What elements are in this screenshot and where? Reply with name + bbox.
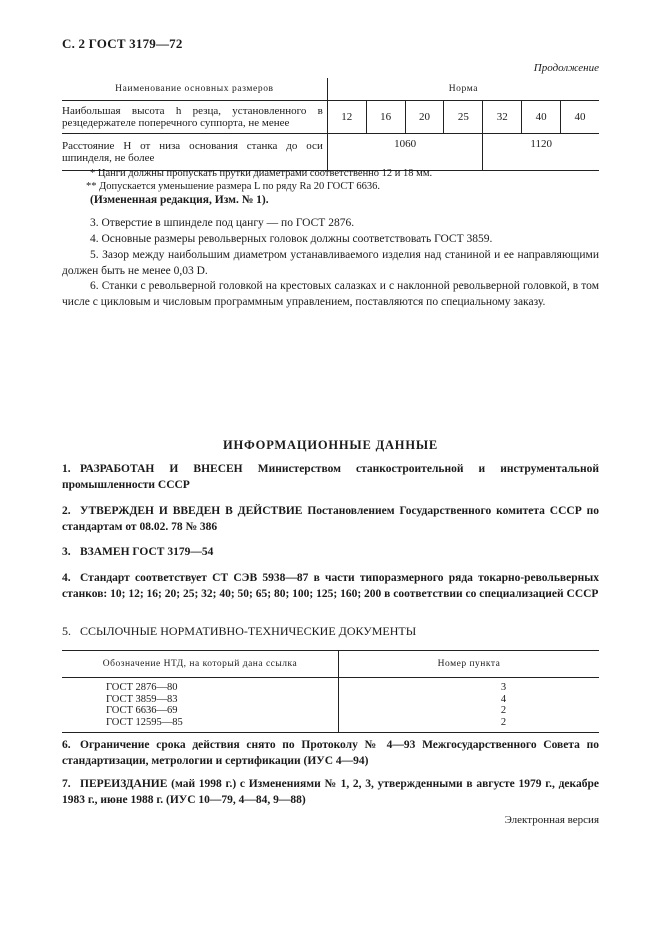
table2-header-doc: Обозначение НТД, на который дана ссылка bbox=[62, 651, 339, 678]
table1-header-norm: Норма bbox=[327, 78, 599, 101]
table1-header-names: Наименование основных размеров bbox=[62, 78, 327, 101]
continuation-label: Продолжение bbox=[533, 62, 599, 74]
table1-row1-value: 40 bbox=[522, 101, 561, 134]
table1-row1-label: Наибольшая высота h резца, установленного в резцедержателе поперечного суппорта, не менее bbox=[62, 101, 327, 134]
paragraph-3: 3. Отверстие в шпинделе под цангу — по ГОСТ 2876. bbox=[90, 217, 355, 229]
table-row bbox=[62, 101, 599, 134]
table2-points bbox=[339, 678, 600, 733]
footnote-1: * Цанги должны пропускать прутки диаметрами соответственно 12 и 18 мм. bbox=[90, 168, 433, 179]
table2-docs bbox=[62, 678, 339, 733]
table2-doc: ГОСТ 6636—69 bbox=[106, 705, 178, 716]
table1-row1-value: 32 bbox=[483, 101, 522, 134]
table1-row1-value: 16 bbox=[366, 101, 405, 134]
electronic-version-label: Электронная версия bbox=[504, 814, 599, 826]
amendment-note: (Измененная редакция, Изм. № 1). bbox=[90, 194, 269, 206]
paragraph-6: 6. Станки с револьверной головкой на крестовых салазках и с наклонной револьверной головкой, в том числе с цикловым и числовым программным управлением, поставляются по специальному заказу. bbox=[62, 280, 599, 308]
info-item-6: 6. Ограничение срока действия снято по Протоколу № 4—93 Межгосударственного Совета по стандартизации, метрологии и сертификации (ИУС 4—94) bbox=[62, 739, 599, 767]
table1-row2-value-b: 1120 bbox=[483, 134, 599, 171]
table1-row2-value-a: 1060 bbox=[327, 134, 483, 171]
paragraph-5: 5. Зазор между наибольшим диаметром устанавливаемого изделия над станиной и ее направляющими должен быть не менее 0,03 D. bbox=[62, 249, 599, 277]
dimensions-table bbox=[62, 78, 599, 171]
info-item-1: 1. РАЗРАБОТАН И ВНЕСЕН Министерством станкостроительной и инструментальной промышленности СССР bbox=[62, 463, 599, 491]
table2-doc: ГОСТ 12595—85 bbox=[106, 716, 183, 728]
info-item-4: 4. Стандарт соответствует СТ СЭВ 5938—87 в части типоразмерного ряда токарно-револьверных станков: 10; 12; 16; 20; 25; 32; 40; 50; 65; 80; 100; 125; 160; 200 в соответствии со специализацией СССР bbox=[62, 572, 599, 600]
table1-row2-label: Расстояние H от низа основания станка до оси шпинделя, не более bbox=[62, 134, 327, 171]
info-item-3: 3. ВЗАМЕН ГОСТ 3179—54 bbox=[62, 546, 214, 558]
footnote-2: ** Допускается уменьшение размера L по ряду Ra 20 ГОСТ 6636. bbox=[86, 181, 381, 192]
table2-point: 4 bbox=[500, 693, 507, 705]
references-table bbox=[62, 650, 599, 733]
table2-point: 2 bbox=[500, 716, 507, 728]
info-item-5: 5. ССЫЛОЧНЫЕ НОРМАТИВНО-ТЕХНИЧЕСКИЕ ДОКУМЕНТЫ bbox=[62, 624, 417, 638]
table-row bbox=[62, 134, 599, 171]
section-title: ИНФОРМАЦИОННЫЕ ДАННЫЕ bbox=[222, 438, 439, 452]
page-header: С. 2 ГОСТ 3179—72 bbox=[62, 36, 183, 51]
table2-doc: ГОСТ 3859—83 bbox=[106, 693, 178, 705]
info-item-7: 7. ПЕРЕИЗДАНИЕ (май 1998 г.) с Изменениями № 1, 2, 3, утвержденными в августе 1979 г., декабре 1983 г., июне 1988 г. (ИУС 10—79, 4—84, 9—88) bbox=[62, 778, 599, 806]
table1-row1-value: 40 bbox=[574, 111, 586, 123]
table1-row1-value: 25 bbox=[444, 101, 483, 134]
table1-row1-value: 12 bbox=[327, 101, 366, 134]
table2-point: 3 bbox=[500, 682, 507, 693]
table2-header-point: Номер пункта bbox=[339, 651, 600, 678]
table2-point: 2 bbox=[500, 705, 507, 716]
table1-row1-value: 20 bbox=[405, 101, 444, 134]
table-row bbox=[62, 678, 599, 733]
info-item-2: 2. УТВЕРЖДЕН И ВВЕДЕН В ДЕЙСТВИЕ Постановлением Государственного комитета СССР по стандартам от 08.02. 78 № 386 bbox=[62, 505, 599, 533]
paragraph-4: 4. Основные размеры револьверных головок должны соответствовать ГОСТ 3859. bbox=[90, 233, 493, 245]
table2-doc: ГОСТ 2876—80 bbox=[106, 682, 178, 693]
